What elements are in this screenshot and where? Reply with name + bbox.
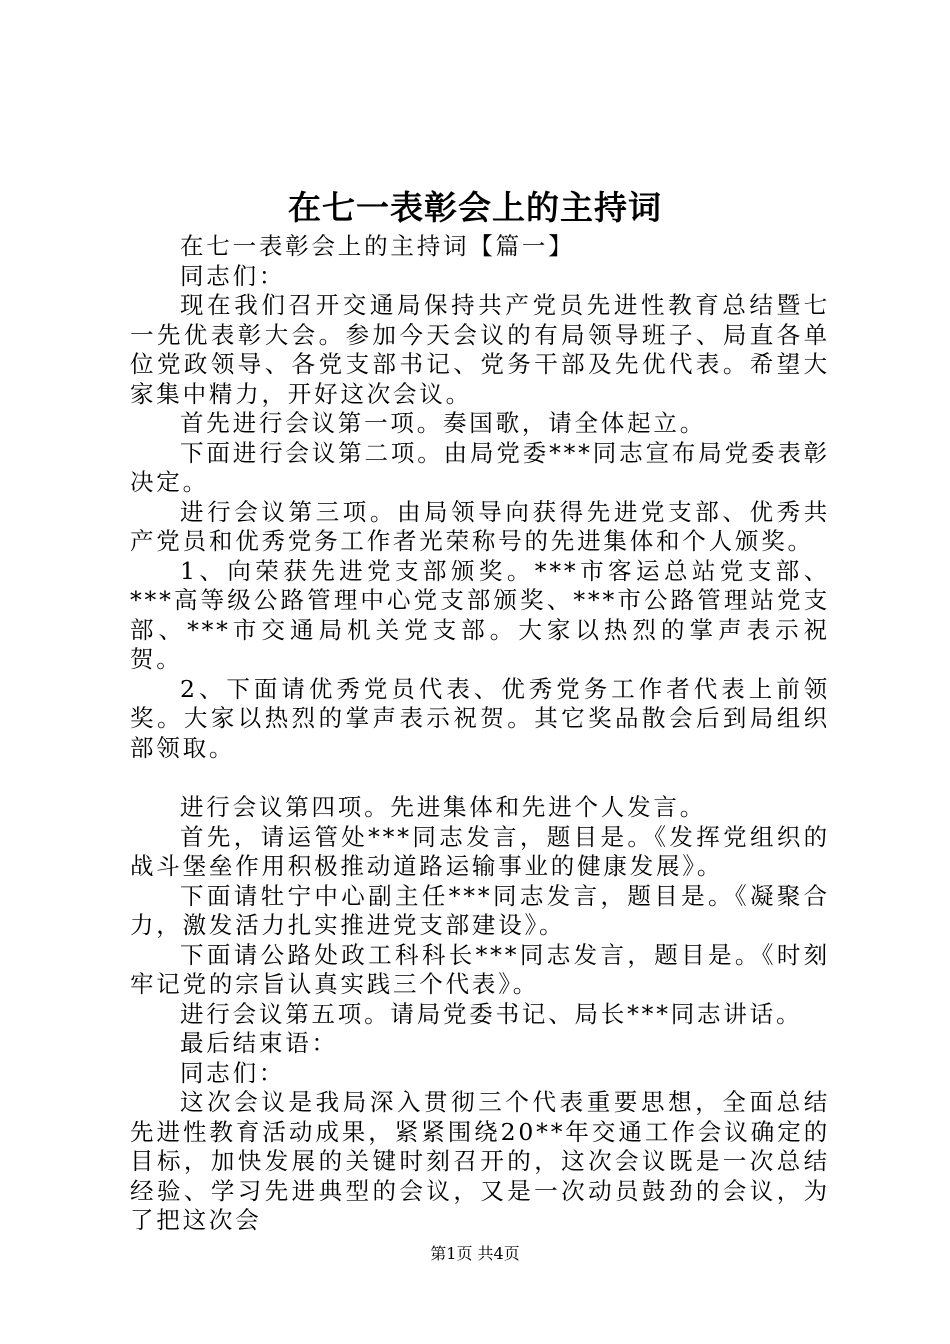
paragraph-item-4: 进行会议第四项。先进集体和先进个人发言。 bbox=[180, 793, 706, 821]
paragraph-item-3: 进行会议第三项。由局领导向获得先进党支部、优秀共产党员和优秀党务工作者光荣称号的先进集体和个人颁奖。 bbox=[130, 497, 830, 555]
paragraph-closing-heading: 最后结束语： bbox=[180, 1029, 338, 1057]
paragraph-award-2: 2、下面请优秀党员代表、优秀党务工作者代表上前领奖。大家以热烈的掌声表示祝贺。其它奖品散会后到局组织部领取。 bbox=[130, 674, 830, 762]
paragraph-salutation: 同志们： bbox=[180, 261, 286, 290]
page-number-footer: 第1页 共4页 bbox=[430, 1244, 520, 1263]
paragraph-item-2: 下面进行会议第二项。由局党委***同志宣布局党委表彰决定。 bbox=[130, 438, 830, 496]
paragraph-speech-1: 首先，请运管处***同志发言，题目是。《发挥党组织的战斗堡垒作用积极推动道路运输事业的健康发展》。 bbox=[130, 822, 830, 880]
paragraph-opening: 现在我们召开交通局保持共产党员先进性教育总结暨七一先优表彰大会。参加今天会议的有局领导班子、局直各单位党政领导、各党支部书记、党务干部及先优代表。希望大家集中精力，开好这次会议。 bbox=[130, 291, 830, 408]
paragraph-item-5: 进行会议第五项。请局党委书记、局长***同志讲话。 bbox=[180, 999, 803, 1028]
paragraph-speech-3: 下面请公路处政工科科长***同志发言，题目是。《时刻牢记党的宗旨认真实践三个代表》。 bbox=[130, 940, 830, 998]
paragraph-closing-remarks: 这次会议是我局深入贯彻三个代表重要思想，全面总结先进性教育活动成果，紧紧围绕20**年交通工作会议确定的目标，加快发展的关键时刻召开的，这次会议既是一次总结经验、学习先进典型的会议，又是一次动员鼓劲的会议，为了把这次会 bbox=[130, 1088, 830, 1234]
paragraph-award-1: 1、向荣获先进党支部颁奖。***市客运总站党支部、***高等级公路管理中心党支部颁奖、***市公路管理站党支部、***市交通局机关党支部。大家以热烈的掌声表示祝贺。 bbox=[130, 556, 830, 673]
paragraph-speech-2: 下面请牡宁中心副主任***同志发言，题目是。《凝聚合力，激发活力扎实推进党支部建设》。 bbox=[130, 881, 830, 939]
document-title: 在七一表彰会上的主持词 bbox=[288, 188, 662, 227]
paragraph-subtitle: 在七一表彰会上的主持词【篇一】 bbox=[180, 232, 575, 260]
paragraph-closing-salutation: 同志们： bbox=[180, 1058, 286, 1087]
paragraph-item-1: 首先进行会议第一项。奏国歌，请全体起立。 bbox=[180, 409, 706, 437]
paragraph-gap bbox=[130, 763, 830, 793]
document-body bbox=[130, 232, 830, 1236]
